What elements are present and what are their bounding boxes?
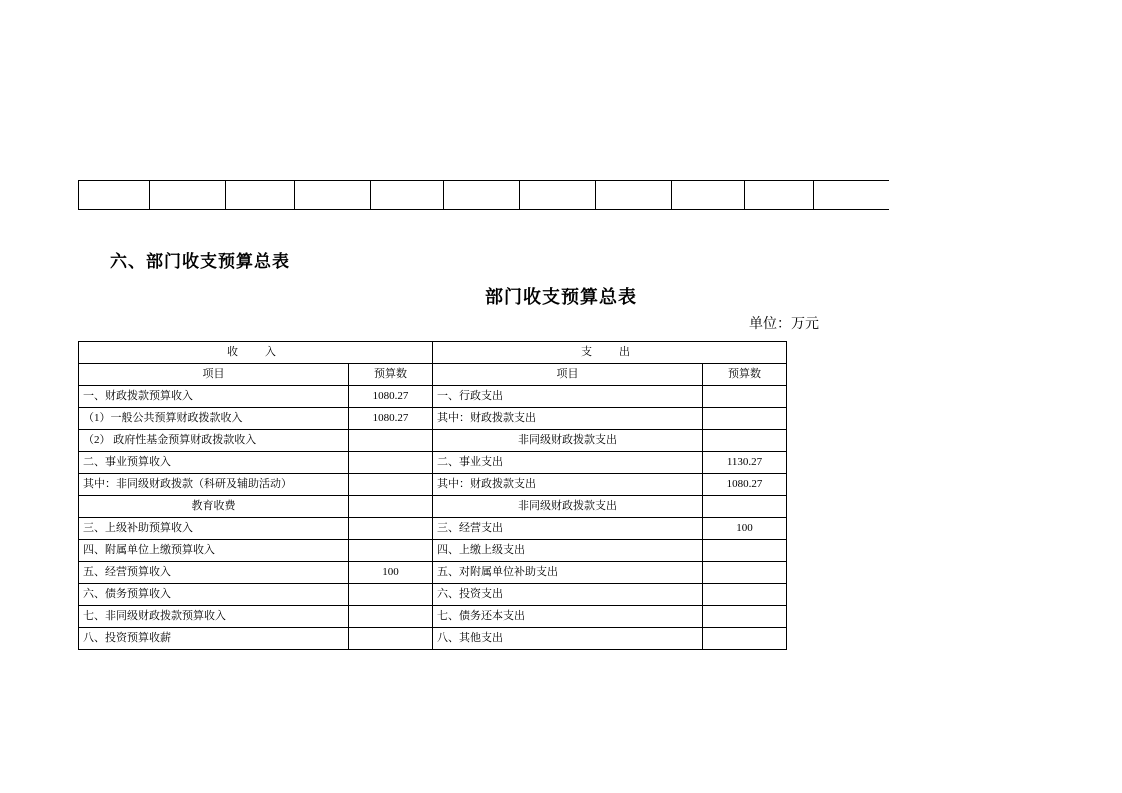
fragment-cell (371, 181, 444, 210)
column-header-income-item: 项目 (79, 364, 349, 386)
income-value-cell (349, 584, 433, 606)
expense-value-cell: 100 (703, 518, 787, 540)
income-value-cell: 1080.27 (349, 386, 433, 408)
expense-value-cell (703, 386, 787, 408)
income-value-cell (349, 474, 433, 496)
table-column-header-row (79, 364, 787, 386)
fragment-cell (745, 181, 814, 210)
income-item-cell: 一、财政拨款预算收入 (79, 386, 349, 408)
income-value-cell (349, 540, 433, 562)
page-title: 部门收支预算总表 (485, 287, 637, 307)
fragment-cell (672, 181, 745, 210)
table-row (79, 496, 787, 518)
income-item-cell: 七、非同级财政拨款预算收入 (79, 606, 349, 628)
table-row (79, 518, 787, 540)
expense-value-cell (703, 628, 787, 650)
income-item-cell: 五、经营预算收入 (79, 562, 349, 584)
table-fragment-top (78, 180, 889, 210)
income-value-cell (349, 430, 433, 452)
expense-value-cell (703, 606, 787, 628)
fragment-cell (596, 181, 672, 210)
table-row (79, 540, 787, 562)
table-row (79, 181, 890, 210)
expense-item-cell: 四、上缴上级支出 (433, 540, 703, 562)
fragment-cell (814, 181, 890, 210)
expense-item-cell: 其中：财政拨款支出 (433, 408, 703, 430)
expense-item-cell: 二、事业支出 (433, 452, 703, 474)
group-header-income: 收 入 (79, 342, 433, 364)
expense-item-cell: 其中：财政拨款支出 (433, 474, 703, 496)
table-row (79, 562, 787, 584)
income-item-cell: 其中：非同级财政拨款（科研及辅助活动） (79, 474, 349, 496)
income-value-cell (349, 606, 433, 628)
table-row (79, 474, 787, 496)
fragment-cell (520, 181, 596, 210)
table-row (79, 386, 787, 408)
expense-item-cell: 一、行政支出 (433, 386, 703, 408)
income-item-cell: （1）一般公共预算财政拨款收入 (79, 408, 349, 430)
income-item-cell: 四、附属单位上缴预算收入 (79, 540, 349, 562)
table-row (79, 430, 787, 452)
income-value-cell (349, 496, 433, 518)
table-row (79, 606, 787, 628)
fragment-cell (226, 181, 295, 210)
group-header-expense: 支 出 (433, 342, 787, 364)
income-value-cell (349, 628, 433, 650)
section-heading: 六、部门收支预算总表 (110, 252, 290, 271)
expense-value-cell (703, 562, 787, 584)
expense-item-cell: 非同级财政拨款支出 (433, 430, 703, 452)
income-item-cell: 二、事业预算收入 (79, 452, 349, 474)
income-value-cell: 100 (349, 562, 433, 584)
income-value-cell (349, 518, 433, 540)
column-header-income-value: 预算数 (349, 364, 433, 386)
expense-item-cell: 八、其他支出 (433, 628, 703, 650)
expense-item-cell: 五、对附属单位补助支出 (433, 562, 703, 584)
income-value-cell (349, 452, 433, 474)
expense-item-cell: 非同级财政拨款支出 (433, 496, 703, 518)
fragment-cell (444, 181, 520, 210)
income-item-cell: 教育收费 (79, 496, 349, 518)
fragment-cell (295, 181, 371, 210)
table-row (79, 628, 787, 650)
expense-value-cell (703, 584, 787, 606)
expense-value-cell (703, 408, 787, 430)
table-row (79, 584, 787, 606)
expense-value-cell (703, 540, 787, 562)
income-item-cell: （2） 政府性基金预算财政拨款收入 (79, 430, 349, 452)
table-row (79, 408, 787, 430)
column-header-expense-value: 预算数 (703, 364, 787, 386)
unit-label: 单位：万元 (749, 317, 819, 332)
expense-value-cell: 1130.27 (703, 452, 787, 474)
table-row (79, 452, 787, 474)
expense-value-cell (703, 430, 787, 452)
fragment-cell (150, 181, 226, 210)
column-header-expense-item: 项目 (433, 364, 703, 386)
table-group-header-row (79, 342, 787, 364)
budget-summary-table (78, 341, 787, 650)
income-value-cell: 1080.27 (349, 408, 433, 430)
income-item-cell: 八、投资预算收薪 (79, 628, 349, 650)
income-item-cell: 六、债务预算收入 (79, 584, 349, 606)
income-item-cell: 三、上级补助预算收入 (79, 518, 349, 540)
fragment-cell (79, 181, 150, 210)
expense-value-cell: 1080.27 (703, 474, 787, 496)
expense-item-cell: 六、投资支出 (433, 584, 703, 606)
expense-item-cell: 七、债务还本支出 (433, 606, 703, 628)
expense-item-cell: 三、经营支出 (433, 518, 703, 540)
expense-value-cell (703, 496, 787, 518)
